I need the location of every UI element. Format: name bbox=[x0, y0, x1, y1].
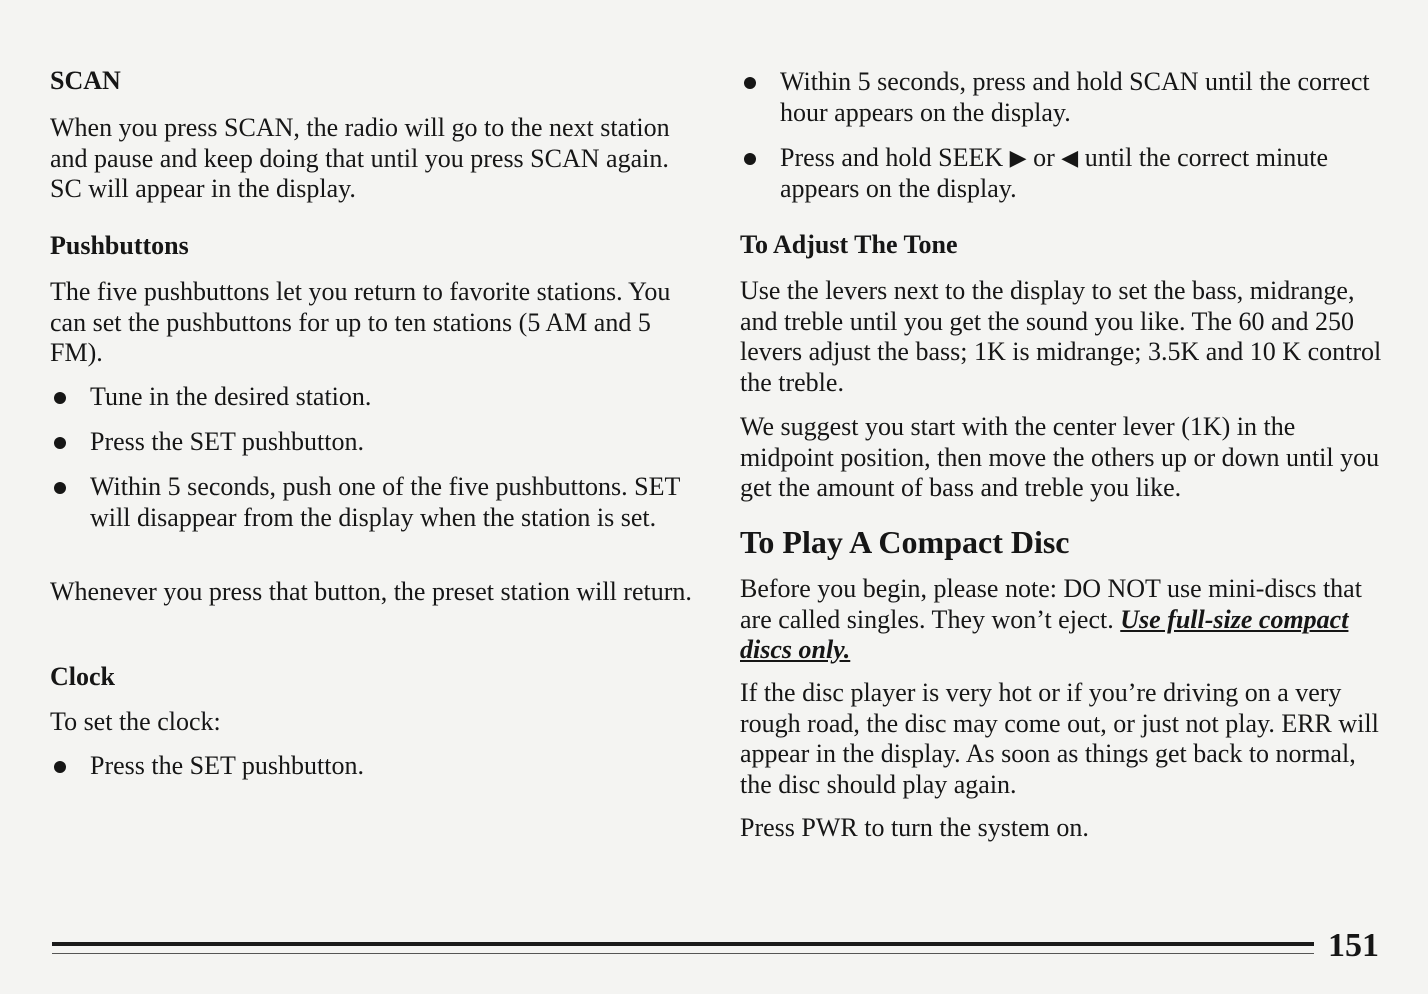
bullet-icon bbox=[744, 77, 756, 89]
pushbutton-step-1-text: Tune in the desired station. bbox=[90, 382, 372, 411]
clock-step-1-text: Press the SET pushbutton. bbox=[90, 751, 364, 780]
left-arrow-icon: ◀ bbox=[1061, 145, 1079, 170]
clock-step-3-text-before: Press and hold SEEK bbox=[780, 143, 1004, 172]
cd-note-emphasis: Use full-size compact discs only. bbox=[740, 604, 1349, 664]
bullet-icon bbox=[54, 437, 66, 449]
cd-heading: To Play A Compact Disc bbox=[740, 524, 1070, 560]
cd-paragraph-3: Press PWR to turn the system on. bbox=[740, 813, 1089, 842]
bullet-icon bbox=[54, 392, 66, 404]
page-number: 151 bbox=[1328, 927, 1379, 964]
preset-paragraph: Whenever you press that button, the preset station will return. bbox=[50, 577, 692, 606]
scan-paragraph: When you press SCAN, the radio will go to the next station and pause and keep doing that until you press SCAN again. SC will appear in the display. bbox=[50, 113, 670, 203]
cd-paragraph-1 bbox=[740, 574, 1390, 666]
scan-heading: SCAN bbox=[50, 66, 121, 95]
pushbuttons-heading: Pushbuttons bbox=[50, 231, 189, 260]
bullet-icon bbox=[54, 482, 66, 494]
clock-step-3 bbox=[740, 143, 1390, 204]
pushbutton-step-3-text: Within 5 seconds, push one of the five pushbuttons. SET will disappear from the display when the station is set. bbox=[90, 472, 680, 532]
footer-rule bbox=[52, 942, 1314, 946]
clock-heading: Clock bbox=[50, 662, 115, 691]
clock-step-3-text-after: until the correct minute appears on the display. bbox=[780, 143, 1328, 203]
clock-step-1 bbox=[50, 751, 700, 782]
cd-paragraph-2: If the disc player is very hot or if you’re driving on a very rough road, the disc may come out, or just not play. ERR will appear in the display. As soon as things get back to normal, the disc should play again. bbox=[740, 678, 1379, 799]
pushbutton-step-2-text: Press the SET pushbutton. bbox=[90, 427, 364, 456]
pushbutton-step-3 bbox=[50, 472, 700, 533]
pushbutton-step-2 bbox=[50, 427, 700, 458]
pushbuttons-paragraph: The five pushbuttons let you return to favorite stations. You can set the pushbuttons for up to ten stations (5 AM and 5 FM). bbox=[50, 277, 671, 367]
tone-paragraph-1: Use the levers next to the display to set the bass, midrange, and treble until you get the sound you like. The 60 and 250 levers adjust the bass; 1K is midrange; 3.5K and 10 K control the treble. bbox=[740, 276, 1382, 397]
tone-paragraph-2: We suggest you start with the center lever (1K) in the midpoint position, then move the others up or down until you get the amount of bass and treble you like. bbox=[740, 412, 1380, 502]
footer-rule-thin bbox=[52, 953, 1314, 954]
right-arrow-icon: ▶ bbox=[1009, 145, 1027, 170]
pushbutton-step-1 bbox=[50, 382, 700, 413]
bullet-icon bbox=[744, 153, 756, 165]
clock-step-3-or: or bbox=[1033, 143, 1055, 172]
bullet-icon bbox=[54, 761, 66, 773]
cd-note-text: Before you begin, please note: DO NOT use mini-discs that are called singles. They won’t eject. bbox=[740, 574, 1362, 634]
clock-intro: To set the clock: bbox=[50, 707, 221, 736]
clock-step-2-text: Within 5 seconds, press and hold SCAN until the correct hour appears on the display. bbox=[780, 67, 1370, 127]
tone-heading: To Adjust The Tone bbox=[740, 230, 958, 259]
clock-step-2 bbox=[740, 67, 1390, 128]
